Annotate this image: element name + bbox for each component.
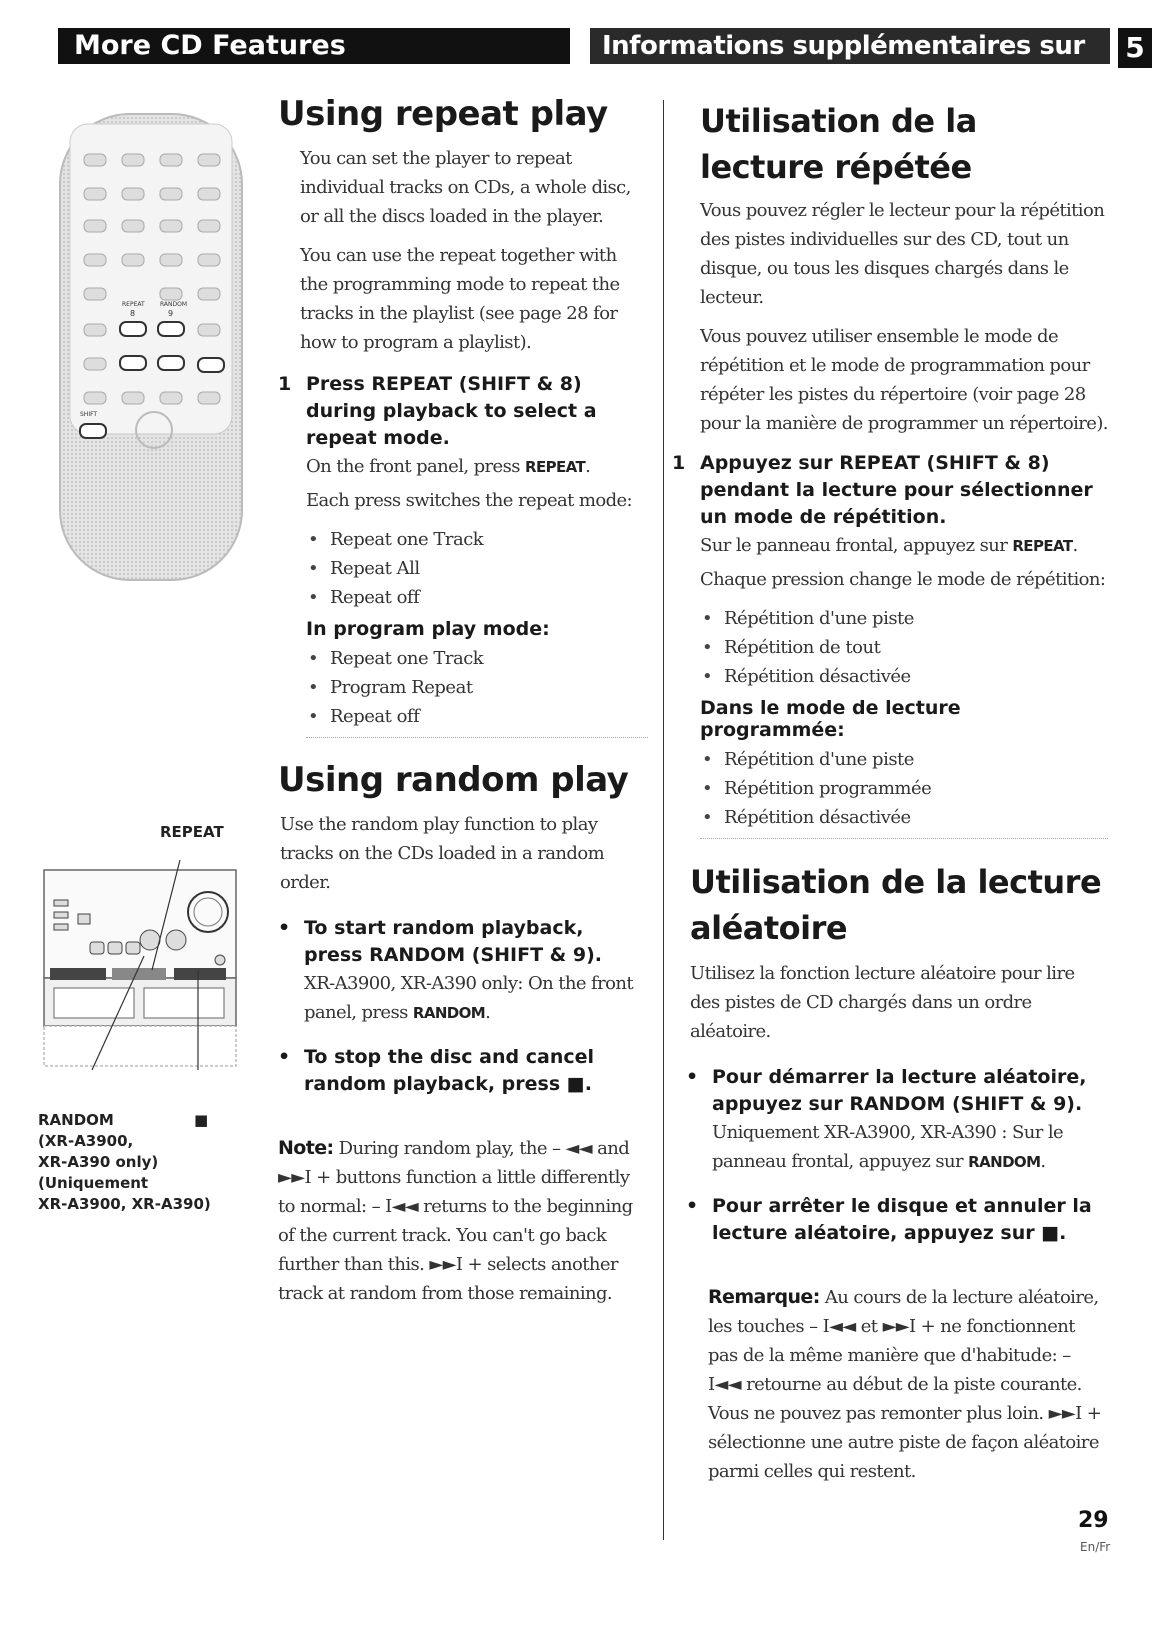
remote-control-illustration (58, 112, 244, 582)
svg-text:9: 9 (168, 309, 174, 318)
random-front-suffix-fr: . (1040, 1151, 1046, 1172)
unit-label-random-models: (XR-A3900, (38, 1132, 134, 1150)
divider (306, 737, 648, 738)
front-panel-fr (700, 531, 1108, 561)
svg-text:8: 8 (130, 309, 136, 318)
note-en (278, 1134, 648, 1308)
repeat-title-fr: Utilisation de la lecture répétée (700, 102, 977, 186)
front-panel-key-fr: REPEAT (1012, 537, 1073, 555)
front-panel-suffix-en: . (585, 456, 591, 477)
random-front-prefix-fr: Uniquement XR-A3900, XR-A390 : Sur le panneau frontal, appuyez sur (712, 1122, 1064, 1172)
random-start-text-en: To start random playback, press RANDOM (SHIFT & 9). (304, 917, 602, 966)
repeat-modes-fr (700, 604, 1108, 691)
front-panel-prefix-en: On the front panel, press (306, 456, 525, 477)
list-item: • Répétition d'une piste (700, 604, 1108, 633)
step-number-fr: 1 (672, 452, 686, 474)
page-language: En/Fr (1080, 1540, 1111, 1554)
random-stop-fr: • Pour arrêter le disque et annuler la lecture aléatoire, appuyez sur ■. (686, 1193, 1108, 1247)
random-stop-text-fr: Pour arrêter le disque et annuler la lecture aléatoire, appuyez sur ■. (712, 1195, 1092, 1244)
svg-text:REPEAT: REPEAT (122, 301, 145, 308)
each-press-fr: Chaque pression change le mode de répétition: (700, 569, 1106, 590)
list-item: • Répétition de tout (700, 633, 1108, 662)
random-front-key-fr: RANDOM (968, 1153, 1041, 1171)
repeat-program-en: You can use the repeat together with the programming mode to repeat the tracks in the playlist (see page 28 for how to program a playlist). (300, 245, 620, 353)
random-intro-en: Use the random play function to play tracks on the CDs loaded in a random order. (280, 814, 605, 893)
repeat-modes-en (306, 525, 648, 612)
list-item: • Repeat one Track (306, 525, 648, 554)
random-intro-fr: Utilisez la fonction lecture aléatoire pour lire des pistes de CD chargés dans un ordre aléatoire. (690, 963, 1075, 1042)
unit-label-random-text: RANDOM (38, 1111, 114, 1129)
french-column (672, 98, 1108, 1496)
unit-label-repeat: REPEAT (160, 823, 224, 841)
program-mode-title-en: In program play mode: (306, 618, 550, 640)
random-title-en: Using random play (278, 760, 629, 800)
divider (700, 838, 1108, 839)
unit-label-random-fr-2: XR-A3900, XR-A390) (38, 1195, 211, 1213)
note-fr (708, 1283, 1108, 1486)
repeat-intro-en: You can set the player to repeat individual tracks on CDs, a whole disc, or all the discs loaded in the player. (300, 148, 631, 227)
header-title-en: More CD Features (58, 28, 570, 64)
list-item: • Repeat off (306, 702, 648, 731)
repeat-program-fr: Vous pouvez utiliser ensemble le mode de répétition et le mode de programmation pour répéter les pistes du répertoire (voir page 28 pour la manière de programmer un répertoire). (700, 326, 1108, 434)
random-start-text-fr: Pour démarrer la lecture aléatoire, appuyez sur RANDOM (SHIFT & 9). (712, 1066, 1087, 1115)
random-front-key-en: RANDOM (412, 1004, 486, 1022)
main-unit-illustration (40, 860, 240, 1080)
repeat-step-en (278, 371, 648, 452)
program-mode-title-fr: Dans le mode de lecture programmée: (700, 697, 961, 741)
random-front-prefix-en: XR-A3900, XR-A390 only: On the front panel, press (304, 973, 633, 1023)
front-panel-key-en: REPEAT (525, 458, 586, 476)
random-front-panel-en (304, 969, 648, 1028)
list-item: • Repeat off (306, 583, 648, 612)
random-start-en: • To start random playback, press RANDOM (SHIFT & 9). (278, 915, 648, 969)
front-panel-prefix-fr: Sur le panneau frontal, appuyez sur (700, 535, 1013, 556)
list-item: • Répétition désactivée (700, 662, 1108, 691)
note-label-fr: Remarque: (708, 1286, 820, 1308)
list-item: • Repeat one Track (306, 644, 648, 673)
repeat-step-fr (672, 450, 1108, 531)
english-column (278, 92, 648, 1318)
program-modes-fr (700, 745, 1108, 832)
unit-label-random-models-2: XR-A390 only) (38, 1153, 159, 1171)
random-front-suffix-en: . (485, 1002, 491, 1023)
program-modes-en (306, 644, 648, 731)
note-text-en: During random play, the – ◄◄ and ►►I + buttons function a little differently to normal: – I◄◄ returns to the beginning of the current track. You can't go back further than this. ►►I + selects another track at random from those remaining. (278, 1138, 633, 1304)
random-title-fr: Utilisation de la lecture aléatoire (690, 863, 1102, 947)
random-stop-en: • To stop the disc and cancel random playback, press ■. (278, 1044, 648, 1098)
list-item: • Répétition programmée (700, 774, 1108, 803)
list-item: • Répétition d'une piste (700, 745, 1108, 774)
front-panel-en (306, 452, 648, 482)
repeat-intro-fr: Vous pouvez régler le lecteur pour la répétition des pistes individuelles sur des CD, tout un disque, ou tous les disques chargés dans le lecteur. (700, 200, 1105, 308)
svg-text:RANDOM: RANDOM (160, 301, 188, 308)
unit-label-random-fr: (Uniquement (38, 1174, 149, 1192)
step-text-en: Press REPEAT (SHIFT & 8) during playback to select a repeat mode. (306, 373, 597, 449)
repeat-title-en: Using repeat play (278, 94, 608, 134)
column-divider (663, 100, 664, 1540)
list-item: • Répétition désactivée (700, 803, 1108, 832)
unit-label-stop: ■ (194, 1111, 209, 1129)
list-item: • Repeat All (306, 554, 648, 583)
note-label-en: Note: (278, 1137, 334, 1159)
random-start-fr: • Pour démarrer la lecture aléatoire, appuyez sur RANDOM (SHIFT & 9). (686, 1064, 1108, 1118)
header-title-fr: Informations supplémentaires sur les CD (590, 28, 1110, 64)
each-press-en: Each press switches the repeat mode: (306, 490, 633, 511)
list-item: • Program Repeat (306, 673, 648, 702)
note-text-fr: Au cours de la lecture aléatoire, les touches – I◄◄ et ►►I + ne fonctionnent pas de la même manière que d'habitude: – I◄◄ retourne au début de la piste courante. Vous ne pouvez pas remonter plus loin. ►►I + sélectionne une autre piste de façon aléatoire parmi celles qui restent. (708, 1287, 1102, 1482)
svg-text:SHIFT: SHIFT (80, 411, 98, 418)
chapter-number: 5 (1118, 28, 1152, 68)
page-number: 29 (1078, 1508, 1109, 1533)
step-number-en: 1 (278, 373, 292, 395)
front-panel-suffix-fr: . (1072, 535, 1078, 556)
random-front-panel-fr (712, 1118, 1108, 1177)
random-stop-text-en: To stop the disc and cancel random playback, press ■. (304, 1046, 595, 1095)
step-text-fr: Appuyez sur REPEAT (SHIFT & 8) pendant la lecture pour sélectionner un mode de répétition. (700, 452, 1093, 528)
